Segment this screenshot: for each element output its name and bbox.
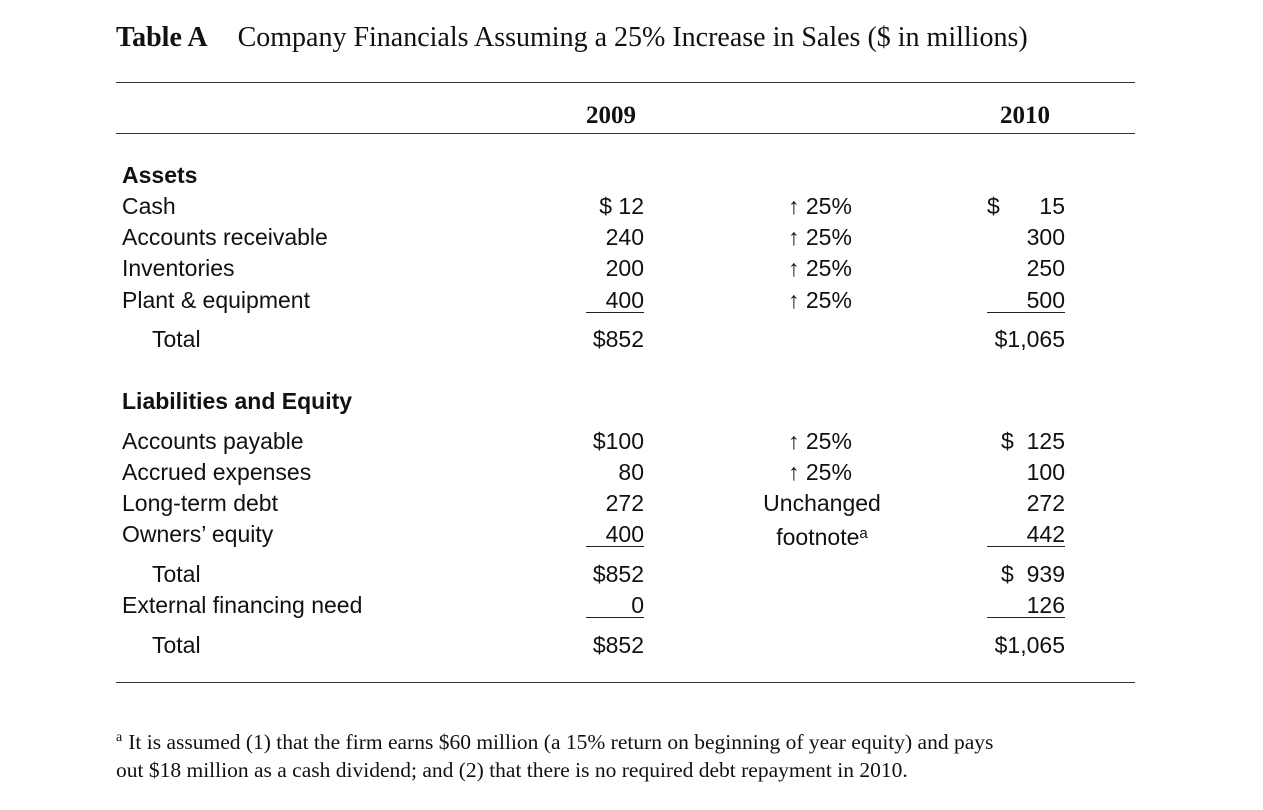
row-label-accrued-expenses: Accrued expenses: [122, 459, 312, 485]
column-header-2010: 2010: [1000, 102, 1050, 129]
assets-total-2009: $852: [592, 326, 644, 352]
owners-equity-2009-cell: [540, 520, 644, 548]
long-term-debt-change: Unchanged: [763, 490, 881, 516]
accounts-payable-2010: $ 125: [1001, 428, 1065, 454]
row-label-accounts-payable: Accounts payable: [122, 428, 304, 454]
cash-2009: $ 12: [599, 193, 644, 219]
liabilities-subtotal-2010: $ 939: [1001, 561, 1065, 587]
footnote-marker: a: [116, 730, 123, 745]
long-term-debt-2009: 272: [605, 490, 644, 516]
accrued-expenses-2010: 100: [1026, 459, 1065, 485]
inventories-change: ↑ 25%: [788, 255, 852, 281]
row-label-accounts-receivable: Accounts receivable: [122, 224, 328, 250]
accrued-expenses-2009: 80: [618, 459, 644, 485]
row-label-owners-equity: Owners’ equity: [122, 521, 274, 547]
accrued-expenses-change: ↑ 25%: [788, 459, 852, 485]
liabilities-subtotal-2009: $852: [592, 561, 644, 587]
plant-equipment-change: ↑ 25%: [788, 287, 852, 313]
external-financing-2009-cell: [540, 591, 644, 619]
plant-equipment-2009-cell: [540, 286, 644, 314]
assets-total-label: Total: [152, 326, 201, 352]
grand-total-label: Total: [152, 632, 201, 658]
owners-equity-2010-cell: [960, 520, 1065, 548]
column-header-2009: 2009: [586, 102, 636, 129]
row-label-external-financing: External financing need: [122, 592, 363, 618]
external-financing-2010-cell: [960, 591, 1065, 619]
accounts-receivable-2009: 240: [605, 224, 644, 250]
row-label-long-term-debt: Long-term debt: [122, 490, 278, 516]
header-rule: [116, 133, 1135, 134]
footnote-line-2: out $18 million as a cash dividend; and (2) that there is no required debt repayment in 2010.: [116, 758, 908, 782]
plant-equipment-2009: 400: [586, 288, 644, 313]
grand-total-2009: $852: [592, 632, 644, 658]
assets-total-2010: $1,065: [994, 326, 1065, 352]
inventories-2010: 250: [1026, 255, 1065, 281]
inventories-2009: 200: [605, 255, 644, 281]
owners-equity-change-text: footnote: [776, 524, 860, 550]
accounts-payable-2009: $100: [592, 428, 644, 454]
cash-2010-sign: $: [987, 193, 1000, 219]
footnote-marker-ref: a: [859, 525, 868, 542]
table-title: [116, 22, 1028, 54]
plant-equipment-2010: 500: [987, 288, 1065, 313]
plant-equipment-2010-cell: [960, 286, 1065, 314]
table-caption: Company Financials Assuming a 25% Increase in Sales ($ in millions): [237, 22, 1028, 53]
row-label-cash: Cash: [122, 193, 176, 219]
accounts-payable-change: ↑ 25%: [788, 428, 852, 454]
liabilities-heading: Liabilities and Equity: [122, 388, 353, 414]
bottom-rule: [116, 682, 1135, 683]
grand-total-2010: $1,065: [994, 632, 1065, 658]
row-label-inventories: Inventories: [122, 255, 235, 281]
footnote: [116, 724, 1146, 784]
cash-change: ↑ 25%: [788, 193, 852, 219]
owners-equity-2010: 442: [987, 522, 1065, 547]
footnote-text-1: It is assumed (1) that the firm earns $60 million (a 15% return on beginning of year equity) and pays: [128, 730, 994, 754]
cash-2010: 15: [1039, 193, 1065, 219]
accounts-receivable-change: ↑ 25%: [788, 224, 852, 250]
accounts-receivable-2010: 300: [1026, 224, 1065, 250]
top-rule: [116, 82, 1135, 83]
footnote-line-1: [116, 724, 1146, 756]
owners-equity-change: [742, 520, 902, 551]
owners-equity-2009: 400: [586, 522, 644, 547]
external-financing-2010: 126: [987, 593, 1065, 618]
external-financing-2009: 0: [586, 593, 644, 618]
table-label: Table A: [116, 22, 208, 53]
assets-heading: Assets: [122, 162, 198, 188]
liabilities-subtotal-label: Total: [152, 561, 201, 587]
row-label-plant-equipment: Plant & equipment: [122, 287, 310, 313]
long-term-debt-2010: 272: [1026, 490, 1065, 516]
